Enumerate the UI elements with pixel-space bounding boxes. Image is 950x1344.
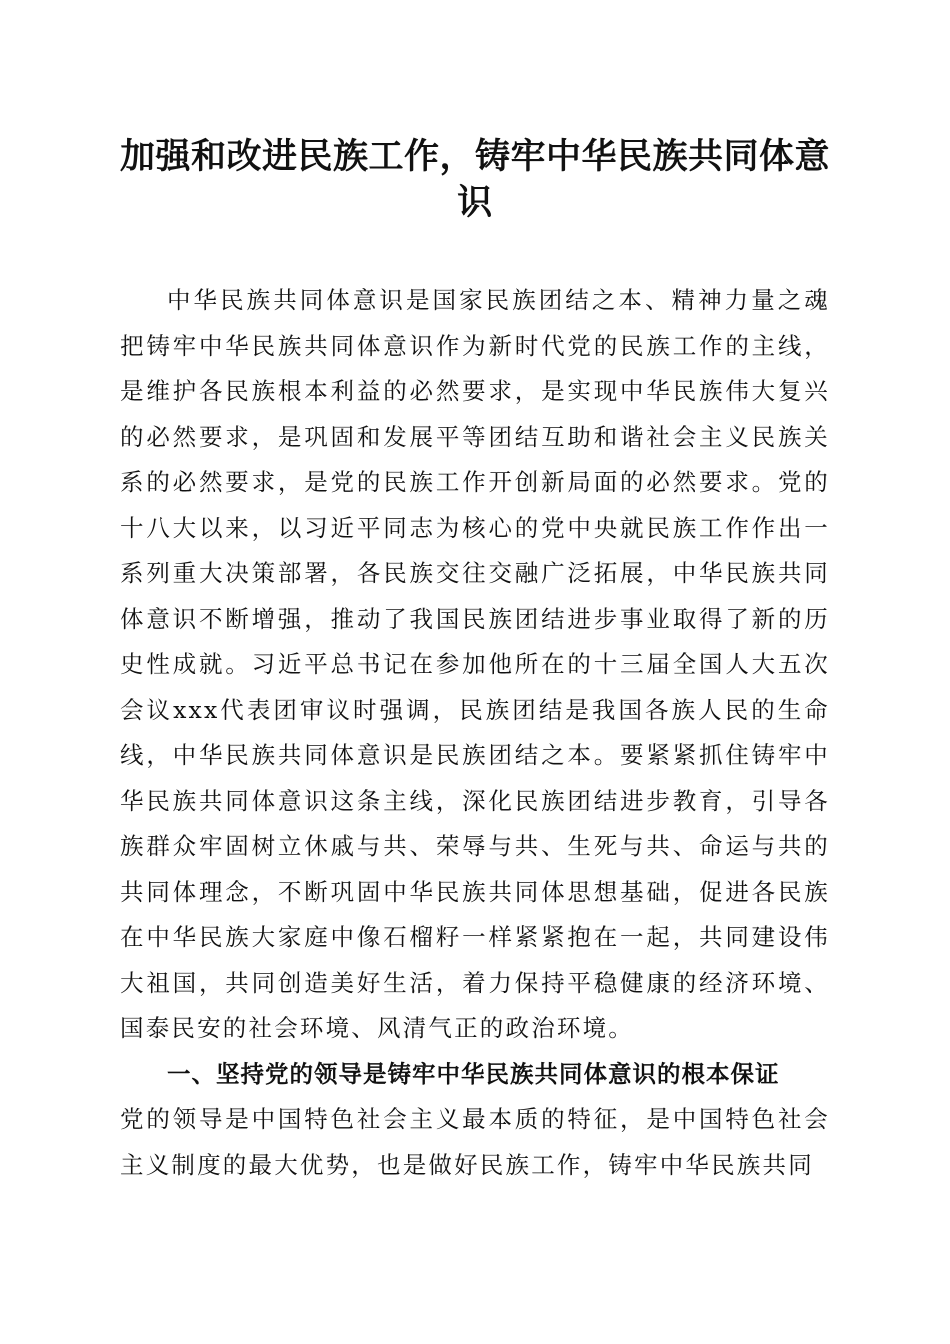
- section-heading-1: 一、坚持党的领导是铸牢中华民族共同体意识的根本保证: [167, 1059, 780, 1088]
- section-1-paragraph: 党的领导是中国特色社会主义最本质的特征，是中国特色社会主义制度的最大优势，也是做好民族工作，铸牢中华民族共同: [120, 1105, 830, 1179]
- document-body: [120, 278, 830, 1188]
- document-title: 加强和改进民族工作，铸牢中华民族共同体意识: [119, 136, 830, 223]
- intro-paragraph: 中华民族共同体意识是国家民族团结之本、精神力量之魂把铸牢中华民族共同体意识作为新时代党的民族工作的主线，是维护各民族根本利益的必然要求，是实现中华民族伟大复兴的必然要求，是巩固和发展平等团结互助和谐社会主义民族关系的必然要求，是党的民族工作开创新局面的必然要求。党的十八大以来，以习近平同志为核心的党中央就民族工作作出一系列重大决策部署，各民族交往交融广泛拓展，中华民族共同体意识不断增强，推动了我国民族团结进步事业取得了新的历史性成就。习近平总书记在参加他所在的十三届全国人大五次会议xxx代表团审议时强调，民族团结是我国各族人民的生命线，中华民族共同体意识是民族团结之本。要紧紧抓住铸牢中华民族共同体意识这条主线，深化民族团结进步教育，引导各族群众牢固树立休戚与共、荣辱与共、生死与共、命运与共的共同体理念，不断巩固中华民族共同体思想基础，促进各民族在中华民族大家庭中像石榴籽一样紧紧抱在一起，共同建设伟大祖国，共同创造美好生活，着力保持平稳健康的经济环境、国泰民安的社会环境、风清气正的政治环境。: [120, 286, 830, 1042]
